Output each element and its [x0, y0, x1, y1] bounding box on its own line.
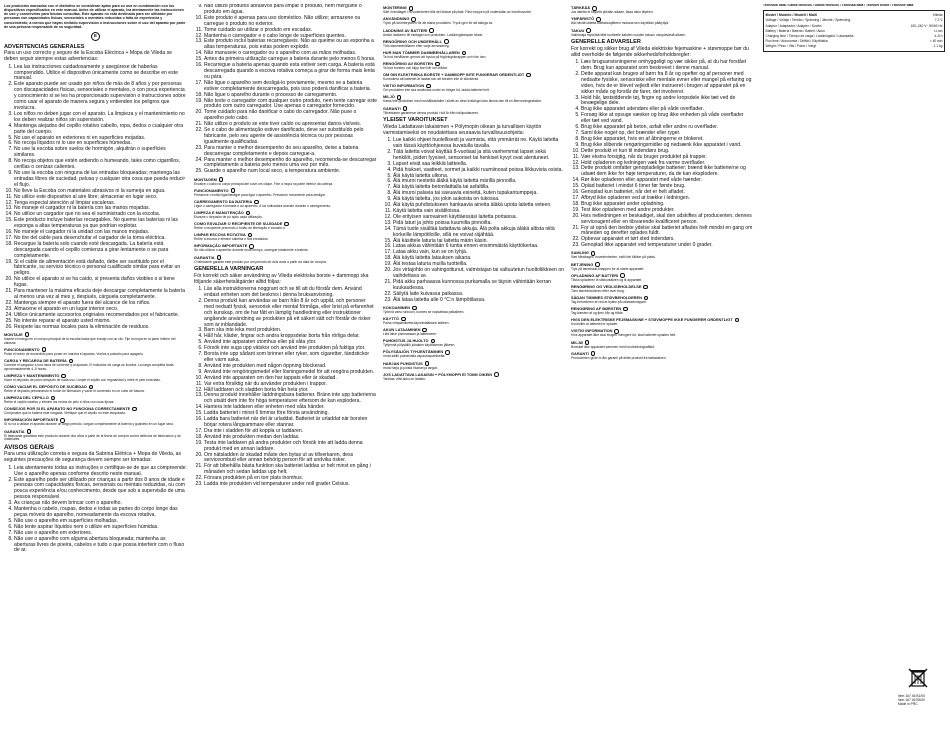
list-item: 12. Ole erityisen varovainen käyttäessäsi laitetta portaissa.	[393, 215, 565, 221]
spec-row	[766, 24, 943, 28]
column-spanish-portuguese	[4, 4, 187, 729]
list-item: 7. No use la escoba sobre suelos de hormigón, alquitrán o superficies similares.	[14, 147, 187, 159]
section-title: TÄRKEÄÄ	[571, 5, 591, 11]
language-badge-icon: E	[91, 32, 100, 41]
section-title: INFORMACIÓN IMPORTANTE	[4, 417, 59, 423]
list-item: 19. Test ikke opladeren med andre produkter.	[581, 208, 754, 214]
list-item: 14. Tämä tuote sisältää ladattavia akkuja. Älä polta akkuja äläkä altista niitä korkeille lämpötiloille, sillä ne voivat räjähtää.	[393, 227, 565, 239]
list-item: 10. Dette produkt er kun til indendørs brug.	[581, 149, 754, 155]
section-text: Anslut laddaren till eluttaget och produkten. Laddningslampan tänds.	[383, 32, 484, 37]
section-text: Töm dammbehållaren efter varje användning.	[383, 43, 450, 48]
list-item: 4. Mantenha o cabelo, roupas, dedos e todas as partes do corpo longe das peças móveis do aparelho, nomeadamente da escova rotativa.	[14, 507, 187, 519]
list-item: 1. Lue kaikki ohjeet huolellisesti ja varmista, että ymmärrät ne. Käytä laitetta vain tässä käyttöohjeessa kuvatulla tavalla.	[393, 138, 565, 150]
list-item: 20. Tome cuidado para não danificar o cabo do carregador. Não puxe o aparelho pelo cabo.	[204, 110, 377, 122]
list-item: 1. Leia atentamente todas as instruções e certifique-se de que as compreende. Use o aparelho apenas conforme descrito neste manual.	[14, 466, 187, 478]
spec-value: ≈ 40 min	[929, 39, 943, 44]
section-text: Tyhjennä pölysäiliö jokaisen käyttökerran jälkeen.	[383, 343, 456, 348]
model-label: Model / Modelo / Modell / Malli	[765, 13, 817, 18]
warnings-continued-pt	[194, 4, 377, 175]
spec-label: Battery / Batería / Bateria / Batteri / Akku	[765, 28, 825, 33]
item-code-line: Item 167 46 B3/00	[898, 698, 925, 702]
spec-value: 100–240 V~ 50/60 Hz	[910, 23, 943, 28]
section-text: Tryk på tænd/sluk-knappen for at starte apparatet.	[571, 266, 645, 271]
list-item: 8. Använd inte produkten med någon öppning blockerad.	[204, 364, 377, 370]
section-text: Se não utilizar o aparelho durante muito tempo, carregue totalmente a bateria.	[194, 248, 309, 253]
list-item: 19. Testa inte laddaren på andra produkter och försök inte att ladda denna produkt med en annan laddare.	[204, 441, 377, 453]
list-item: 9. Brug ikke slibende rengøringsmidler og nedsænk ikke apparatet i vand.	[581, 143, 754, 149]
list-item: 15. Antes da primeira utilização carregue a bateria durante pelo menos 6 horas.	[204, 57, 377, 63]
section-title: GARANTÍA	[4, 428, 25, 434]
list-item: 21. For at opnå den bedste ydelse skal batteriet aflades helt mindst en gang om måneden og derefter oplades fuldt.	[581, 226, 754, 238]
section-text: Ta bort borsten och klipp bort hår och trådar.	[383, 66, 448, 70]
list-item: 20. Hvis netledningen er beskadiget, skal den udskiftes af producenten, dennes serviceagent eller en tilsvarende kvalificeret person.	[581, 214, 754, 226]
intro-paragraph: Los productos marcados con el distintivo se consideran aptos para su uso en combinación con los dispositivos especificados en este manual. Antes de utilizar el aparato, lea atentamente las instrucciones de uso y consérvelas para futuras consultas. Este aparato no está destinado para ser utilizado por personas con capacidades físicas, sensoriales o mentales reducidas o falta de experiencia y conocimiento, a menos que hayan recibido supervisión o instrucciones sobre el uso del aparato por parte de una persona responsable de su seguridad.	[4, 4, 186, 29]
section-title: ANVÄNDNING	[383, 16, 410, 22]
list-item: 1. Lea las instrucciones cuidadosamente y asegúrese de haberlas comprendido. Utilice el dispositivo únicamente como se describe en este manual.	[14, 65, 187, 83]
list-item: 15. Ladda batteriet i minst 6 timmar före första användning.	[204, 411, 377, 417]
sections-es	[4, 332, 187, 442]
spec-label: Run time / Autonomía / Drifttid / Käyttöaika	[765, 39, 828, 44]
section-title: SAMLING	[571, 250, 589, 256]
list-item: 6. No recoja líquidos ni lo use en superficies húmedas.	[14, 141, 187, 147]
section-title: JOS LADATTAVA LAKAISIN + PÖLYMOPPI EI TOIMI OIKEIN	[383, 371, 493, 377]
sections-fi-end	[571, 6, 754, 37]
section-title: YMPÄRISTÖ	[571, 16, 595, 22]
item-code-line: Item 167 46 B1/00	[898, 694, 925, 698]
column-technical-data	[763, 4, 945, 729]
list-item: 17. Não ligue o aparelho sem desligá-lo previamente, mesmo se a bateria estiver completamente descarregada, pois isso poderá danificar a bateria.	[204, 81, 377, 93]
list-item: 20. No utilice el aparato si se ha caído, si presenta daños visibles o si tiene fugas.	[14, 277, 187, 289]
section-title: SÅDAN TØMMES STØVBEHOLDEREN	[571, 295, 642, 301]
section-text: Encaixe o cabo no corpo principal até ouvir um clique. Fixe a mopa na parte inferior da cabeça.	[194, 181, 334, 186]
warnings-title-pt: AVISOS GERAIS	[4, 444, 54, 452]
list-item: 18. Recargue la batería solo cuando esté descargada. La batería está descargada cuando el cepillo comienza a girar lentamente o se para completamente.	[14, 242, 187, 260]
section-title: LIMPIEZA DEL CEPILLO	[4, 395, 49, 401]
section-text: Sæt håndtaget i hovedenheden, indtil det klikker på plads.	[571, 255, 656, 260]
section-text: Irrota harja ja poista hiukset ja langat.	[383, 365, 438, 370]
warnings-title-da: GENERELLE ADVARSLER	[571, 39, 641, 46]
list-item: 18. Não ligue o aparelho durante o processo de carregamento.	[204, 93, 377, 99]
list-item: 22. Mantenga siempre el aparato fuera del alcance de los niños.	[14, 301, 187, 307]
list-item: 4. Brug ikke apparatet udendørs eller på våde overflader.	[581, 107, 754, 113]
spec-value: 4–5 h	[934, 33, 943, 38]
list-item: 10. Använd inte apparaten om den har tappats eller är skadad.	[204, 376, 377, 382]
list-item: 8. No recoja objetos que estén ardiendo o humeando, tales como cigarrillos, cerillas o cenizas calientes.	[14, 159, 187, 171]
spec-label: Adaptor / Adaptador / Adapter / Sovitin	[765, 23, 822, 28]
list-item: 23. Genoplad ikke apparatet ved temperaturer under 0 grader.	[581, 243, 754, 249]
list-item: 9. Använd inte rengöringsmedel eller lösningsmedel för att rengöra produkten.	[204, 370, 377, 376]
section-title: CONSEJOS POR SI EL APARATO NO FUNCIONA CORRECTAMENTE	[4, 406, 131, 412]
section-text: Kontrollera att batteriet är laddat och att borsten inte är blockerad.	[383, 77, 480, 82]
list-item: 16. Lataa akkua vähintään 6 tuntia ennen ensimmäistä käyttökertaa.	[393, 244, 565, 250]
section-title: MONTAJE	[4, 331, 23, 337]
section-title: KÄYTTÖ	[383, 315, 399, 321]
section-text: Ligue o carregador à tomada e ao aparelho. A luz indicadora acende durante o carregamento.	[194, 203, 332, 208]
list-item: 5. Använd inte apparaten utomhus eller på våta ytor.	[204, 340, 377, 346]
list-item: 12. Hold opladeren og ledningen væk fra varme overflader.	[581, 161, 754, 167]
list-item: 24. Para manter o melhor desempenho do aparelho, recomenda-se descarregar completamente a bateria pelo menos uma vez por mês.	[204, 158, 377, 170]
list-item: 22. Opbevar apparatet et tørt sted indendørs.	[581, 237, 754, 243]
list-item: 5. Não use o aparelho em superfícies molhadas.	[14, 519, 187, 525]
list-item: 12. Tenga especial atención al limpiar escaleras.	[14, 201, 187, 207]
recycling-bin-icon	[906, 666, 930, 690]
warnings-title-fi: YLEISET VAROITUKSET	[383, 117, 448, 124]
section-title: CÓMO VACIAR EL DEPÓSITO DE SUCIEDAD	[4, 384, 87, 390]
list-item: 16. Genoplad kun batteriet, når det er helt afladet.	[581, 190, 754, 196]
spec-label: Charging time / Tiempo de carga / Laddningstid / Latausaika	[765, 33, 854, 38]
section-title: VIKTIG INFORMATION	[383, 83, 425, 89]
section-text: Tilslut opladeren til stikkontakten og til apparatet.	[571, 277, 643, 282]
warnings-list-sv	[194, 287, 377, 488]
list-item: 7. Borsta inte upp sådant som brinner eller ryker, som cigaretter, tändstickor eller varm aska.	[204, 352, 377, 364]
section-title: GARANTIA	[194, 254, 215, 260]
list-item: 14. No utilice un cargador que no sea el suministrado con la escoba.	[14, 212, 187, 218]
section-text: Tryck på strömbrytaren för att starta produkten. Tryck igen för att stänga av.	[383, 21, 493, 26]
list-item: 18. Använd inte produkten medan den laddas.	[204, 435, 377, 441]
section-title: RENGÖRING AV BORSTEN	[383, 61, 434, 67]
section-text: Om produkten inte ska användas under en längre tid, ladda batteriet helt.	[383, 88, 490, 93]
section-title: TAKUU	[571, 27, 585, 33]
list-item: 11. No utilice este dispositivo al aire libre; almacenar en lugar seco.	[14, 195, 187, 201]
list-item: 20. Jos virtajohto on vahingoittunut, valmistajan tai valtuutetun huoltoliikkeen on vaihdettava se.	[393, 268, 565, 280]
section-title: OM DIN ELEKTRISKA BORSTE + DAMMOPP INTE FUNGERAR ORDENTLIGT	[383, 72, 525, 78]
list-item: 2. Dette apparat kan bruges af børn fra 8 år og opefter og af personer med nedsatte fysiske, sensoriske eller mentale evner eller mangel på erfaring og viden, hvis de er blevet vejledt eller instrueret i brugen af apparatet på en sikker måde og forstår de farer, det involverer.	[581, 72, 754, 96]
list-item: 26. Respete las normas locales para la eliminación de residuos.	[14, 325, 187, 331]
list-item: 4. Mantenga alejados del cepillo rotativo cabello, ropa, dedos o cualquier otra parte del cuerpo.	[14, 124, 187, 136]
technical-data-heading: Technical data / Datos técnicos / Dados técnicos / Tekniska data / Tekniset tiedot / Tekniske data	[763, 4, 914, 7]
list-item: 11. Tome cuidado ao utilizar o produto em escadas.	[204, 28, 377, 34]
list-item: 23. Älä lataa laitetta alle 0 °C:n lämpötilassa.	[393, 298, 565, 304]
section-text: Pressione o botão ligar/desligar para ligar o aparelho. Pressione novamente para desligar.	[194, 192, 326, 197]
list-item: 16. No maneje el cargador ni la unidad con las manos mojadas.	[14, 230, 187, 236]
item-codes	[898, 694, 940, 706]
language-circle-icon	[494, 372, 499, 377]
list-item: 18. Älä käytä laitetta latauksen aikana.	[393, 256, 565, 262]
sections-fi	[383, 306, 565, 382]
model-box	[763, 10, 945, 52]
list-item: 2. Denna produkt kan användas av barn från 8 år och uppåt, och personer med nedsatt fysisk, sensorisk eller mental förmåga, eller brist på erfarenhet och kunskap, om de har fått en lämplig handledning eller instruktioner angående användning av produkten på ett säkert sätt och förstår de risker som är inblandade.	[204, 299, 377, 329]
section-text: Kontrollér at batteriet er opladet.	[571, 322, 619, 327]
list-item: 12. Mantenha o carregador e o cabo longe de superfícies quentes.	[204, 34, 377, 40]
column-swedish-finnish	[383, 4, 565, 729]
section-text: Valmistaja myöntää tälle tuotteelle kahden vuoden takuun ostopäivästä alkaen.	[571, 32, 687, 37]
list-item: 9. Älä käytä laitetta, jos jokin aukoista on tukossa.	[393, 197, 565, 203]
section-text: Tag børsten af og fjern hår og tråde.	[571, 311, 624, 316]
spec-row	[766, 34, 943, 38]
language-circle-icon	[445, 350, 450, 355]
list-item: 3. Los niños no deben jugar con el aparato. La limpieza y el mantenimiento no los deben realizar niños sin supervisión.	[14, 112, 187, 124]
warnings-block-pt	[4, 452, 187, 554]
list-item: 25. No intente reparar el aparato usted mismo.	[14, 319, 187, 325]
section-text: Työnnä varsi runkoon, kunnes se napsahtaa paikalleen.	[383, 309, 465, 314]
section-text: Tøm støvbeholderen efter hver brug.	[571, 288, 625, 293]
list-item: 10. Este produto é apenas para uso doméstico. Não utilize; armazene ou carregue o produto no exterior.	[204, 16, 377, 28]
list-item: 9. No use la escoba con ninguna de las entradas bloqueadas; mantenga las entradas libres de suciedad, pelusa y cualquier otra cosa que pueda reducir el flujo.	[14, 171, 187, 189]
section-title: MILJÖ	[383, 94, 395, 100]
warnings-list-es	[4, 65, 187, 331]
model-row	[766, 13, 943, 17]
list-item: 8. Não use o aparelho com alguma abertura bloqueada; mantenha as aberturas livres de poeira, cabelos e tudo o que possa interferir com o fluxo de ar.	[14, 537, 187, 555]
section-title: CARGA Y RECARGA DE BATERÍA	[4, 357, 67, 363]
section-title: HARJAN PUHDISTUS	[383, 360, 423, 366]
warnings-block-fi	[383, 125, 565, 304]
list-item: 23. Ladda inte produkten vid temperaturer under noll grader Celsius.	[204, 482, 377, 488]
section-title: PÖLYSÄILIÖN TYHJENTÄMINEN	[383, 349, 444, 355]
section-text: Paina virtapainiketta käynnistääksesi laitteen.	[383, 320, 450, 325]
section-text: O fabricante garante este produto por um período de dois anos a partir da data de compra.	[194, 259, 327, 264]
list-item: 11. Vær ekstra forsigtig, når du bruger produktet på trapper.	[581, 155, 754, 161]
list-item: 16. Ladda bara batteriet när det är urladdat. Batteriet är urladdat när borsten börjar rotera långsammare eller stannar.	[204, 417, 377, 429]
section-title: RENGØRING OG VEDLIGEHOLDELSE	[571, 283, 642, 289]
section-text: Tag beholderen af ved at trykke på udløserknappen.	[571, 300, 648, 304]
section-text: Älä hävitä laitetta kotitalousjätteen mukana sen käyttöiän päätyttyä.	[571, 21, 670, 26]
section-text: Hvis apparatet ikke skal bruges i længere tid, skal batteriet oplades helt.	[571, 333, 677, 338]
list-item: 5. No use el aparato en exteriores ni en superficies mojadas.	[14, 136, 187, 142]
list-item: 20. Om nätsladden är skadad måste den bytas ut av tillverkaren, dess serviceombud eller annan behörig person för att undvika risker.	[204, 453, 377, 465]
list-item: 19. Não teste o carregador com qualquer outro produto, nem tente carregar este produto com outro carregador. Use apenas o carregador fornecido.	[204, 99, 377, 111]
section-title: LIMPEZA E MANUTENÇÃO	[194, 210, 244, 216]
list-item: 21. Não utilize o produto se este tiver caído ou apresentar danos visíveis.	[204, 122, 377, 128]
list-item: 15. Oplad batteriet i mindst 6 timer før første brug.	[581, 184, 754, 190]
spec-label: Voltage / Voltaje / Tensão / Spänning / Jännite / Spænding	[765, 18, 851, 23]
section-title: AKUN LATAAMINEN	[383, 327, 421, 333]
section-title: GARANTI	[571, 350, 589, 356]
section-text: Esvazie o depósito de pó após cada utilização.	[194, 215, 263, 219]
spec-table	[766, 18, 943, 48]
language-circle-icon	[132, 407, 137, 412]
list-item: 22. Förvara produkten på en torr plats inomhus.	[204, 476, 377, 482]
section-text: Liitä laturi pistorasiaan ja laitteeseen.	[383, 332, 438, 337]
section-title: LIMPAR ESCOVA ROTATIVA	[194, 232, 246, 238]
column-portuguese-swedish	[194, 4, 377, 729]
spec-label: Weight / Peso / Vikt / Paino / Vægt	[765, 44, 816, 49]
list-item: 11. Käytä laitetta vain sisätiloissa.	[393, 209, 565, 215]
section-title: BETJENING	[571, 261, 594, 267]
section-title: CARREGAMENTO DA BATERIA	[194, 198, 253, 204]
list-item: 17. No tire del cable para desenchufar el cargador de la toma eléctrica.	[14, 236, 187, 242]
warnings-list-pt	[4, 466, 187, 555]
section-title: LIMPIEZA Y MANTENIMIENTO	[4, 372, 60, 378]
section-text: Producenten giver to års garanti på dette produkt fra købsdatoen.	[571, 355, 667, 360]
section-text: Tarkista, että akku on ladattu.	[383, 376, 426, 381]
section-text: El fabricante garantiza este producto durante dos años a partir de la fecha de compra contra defectos de fabricación y de materiales.	[4, 433, 181, 442]
list-item: 19. Si el cable de alimentación está dañado, debe ser sustituido por el fabricante, su servicio técnico o personal cualificado similar para evitar un peligro.	[14, 260, 187, 278]
language-circle-icon	[643, 285, 648, 290]
warnings-block-sv	[194, 274, 377, 488]
list-item: 24. Utilice únicamente accesorios originales recomendados por el fabricante.	[14, 313, 187, 319]
section-title: FUNCIONAMENTO	[194, 187, 229, 193]
list-item: 8. Älä imuroi palavia tai savuavia esineitä, kuten tupakantumppeja.	[393, 191, 565, 197]
item-code-line: Made in PRC	[898, 702, 918, 706]
section-text: Kasta inte produkten med hushållsavfallet i slutet av dess livslängd utan lämna den till en återvinningsstation.	[383, 99, 543, 104]
spec-value: 7.2 V	[934, 18, 943, 23]
warnings-intro-da: For korrekt og sikker brug af Vileda elektriske fejemaskine + støvmoppe bør du altid overholde de følgende sikkerhedsforholdsregler:	[571, 45, 749, 58]
list-item: 13. Pidä laturi ja johto poissa kuumilta pinnoilta.	[393, 221, 565, 227]
warnings-intro-es: Para un uso correcto y seguro de la Escoba Eléctrica + Mopa de Vileda se deben seguir siempre estas advertencias:	[4, 50, 172, 63]
section-text: Ta bort behållaren genom att trycka på frigöringsknappen och töm den.	[383, 54, 487, 59]
list-item: 6. Não tente aspirar líquidos nem o utilize em superfícies húmidas.	[14, 525, 187, 531]
list-item: 13. Este produto inclui baterias recarregáveis. Não as queime ou as exponha a altas temperaturas, pois estas podem explodir.	[204, 39, 377, 51]
language-circle-icon	[526, 73, 531, 78]
list-item: 21. För att bibehålla bästa funktion ska batteriet laddas ur helt minst en gång i månaden och sedan laddas upp helt.	[204, 464, 377, 476]
list-item: 22. Se o cabo de alimentação estiver danificado, deve ser substituído pelo fabricante, pelo seu agente de assistência técnica ou por pessoas igualmente qualificadas.	[204, 128, 377, 146]
warnings-intro-sv: För korrekt och säker användning av Vileda elektriska borste + dammopp ska följande säkerhetsåtgärder alltid följas:	[194, 272, 369, 285]
list-item: 6. Älä imuroi nesteitä äläkä käytä laitetta märillä pinnoilla.	[393, 179, 565, 185]
section-text: Retire el depósito presionando el botón de liberación y vacíe el contenido en un cubo de basura.	[4, 388, 145, 393]
sections-da	[571, 251, 754, 360]
list-item: 13. Dette produkt omfatter genopladelige batterier; brænd ikke batterierne og udsæt dem ikke for høje temperaturer, da de kan eksplodere.	[581, 166, 754, 178]
list-item: 3. As crianças não devem brincar com o aparelho.	[14, 501, 187, 507]
sections-sv	[383, 6, 565, 115]
spec-row	[766, 44, 943, 48]
list-item: 4. Håll hår, kläder, fingrar och andra kroppsdelar borta från rörliga delar.	[204, 334, 377, 340]
section-title: FUNCIONAMIENTO	[4, 346, 40, 352]
section-title: INFORMAÇÃO IMPORTANTE	[194, 243, 248, 249]
list-item: 7. Não use o aparelho em exteriores.	[14, 531, 187, 537]
section-text: Retire el cepillo rotativo y elimine los restos de pelo e hilos con unas tijeras.	[4, 400, 115, 405]
section-title: VIGTIG INFORMATION	[571, 328, 613, 334]
list-item: 4. Pidä hiukset, vaatteet, sormet ja kaikki ruumiinosat poissa liikkuvista osista.	[393, 168, 565, 174]
list-item: 2. Este aparato puede ser usado por niños de más de 8 años y por personas con discapacidades físicas, sensoriales o mentales, o con poca experiencia y conocimiento si se les ha proporcionado supervisión o instrucciones sobre como usar el aparato de manera segura y entienden los peligros que involucra.	[14, 82, 187, 112]
list-item: 3. Hold hår, løstsiddende tøj, fingre og andre kropsdele ikke tæt ved de bevægelige dele.	[581, 96, 754, 108]
list-item: 21. Para mantener la máxima eficacia deje descargar completamente la batería al menos una vez al mes y, después, cárguela completamente.	[14, 289, 187, 301]
list-item: 13. Denna produkt innehåller laddningsbara batterier. Bränn inte upp batterierna och utsätt dem inte för höga temperaturer eftersom de kan explodera.	[204, 393, 377, 405]
spec-row	[766, 39, 943, 43]
list-item: 13. No maneje el cargador ni la batería con las manos mojadas.	[14, 206, 187, 212]
section-title: HUR MAN TÖMMER DAMMBEHÅLLAREN	[383, 49, 460, 55]
section-text: Bortskaf ikke apparatet sammen med husholdningsaffald.	[571, 344, 655, 349]
spec-row	[766, 18, 943, 22]
spec-value: Li-ion	[934, 28, 943, 33]
section-text: Tillverkaren garanterar denna produkt i två år från inköpsdatumet.	[383, 110, 479, 115]
list-item: 7. Saml ikke noget op, der brænder eller ryger.	[581, 131, 754, 137]
section-title: PUHDISTUS JA HUOLTO	[383, 338, 429, 344]
list-item: 15. Este producto incluye baterías recargables. No queme las baterías ni las exponga a altas temperaturas ya que podrían explotar.	[14, 218, 187, 230]
section-title: COMO ESVAZIAR O RECIPIENTE DE SUJIDADE	[194, 221, 283, 227]
section-text: Sätt i handtaget i huvudenheten tills det klickar på plats. Fäst moppen på undersidan av borsthuvudet.	[383, 10, 532, 15]
list-item: 3. Barn ska inte leka med produkten.	[204, 328, 377, 334]
section-title: HVIS DEN ELEKTRISKE FEJEMASKINE + STØVMOPPE IKKE FUNGERER ORDENTLIGT	[571, 317, 733, 323]
section-text: Compruebe que la batería esté cargada. Verifique que el cepillo no esté bloqueado.	[4, 411, 127, 416]
list-item: 11. Var extra försiktig när du använder produkten i trappor.	[204, 382, 377, 388]
section-title: OPLADNING AF BATTERI	[571, 272, 619, 278]
language-circle-icon	[735, 318, 740, 323]
section-title: MONTERING	[383, 5, 407, 11]
list-item: 6. Försök inte suga upp vätskor och använd inte produkten på fuktiga ytor.	[204, 346, 377, 352]
warnings-list-da	[571, 60, 754, 249]
list-item: 17. Afbryd ikke opladeren ved at trække i ledningen.	[581, 196, 754, 202]
section-text: Si no va a utilizar el aparato durante un largo periodo, cargue completamente la batería y guárdelo en un lugar seco.	[4, 422, 175, 427]
warnings-intro-fi: Vileda Ladattavan lakaisimen + Pölymopin oikean ja turvallisen käytön varmistamiseksi on noudatettava seuraavia turvallisuusohjeita:	[383, 123, 542, 136]
section-text: Retire a escova e elimine cabelos e fios enrolados.	[194, 237, 269, 242]
section-title: RENGÖRING OCH UNDERHÅLL	[383, 38, 443, 44]
warnings-list-pt-continued	[194, 4, 377, 175]
list-item: 10. Älä käytä puhdistukseen hankaavia aineita äläkä upota laitetta veteen.	[393, 203, 565, 209]
list-item: 21. Pidä akku parhaassa kunnossa purkamalla se täysin vähintään kerran kuukaudessa.	[393, 280, 565, 292]
list-item: 23. Almacene el aparato en un lugar interior seco.	[14, 307, 187, 313]
list-item: 3. Lapset eivät saa leikkiä laitteella.	[393, 162, 565, 168]
list-item: 12. Håll laddaren och sladden borta från heta ytor.	[204, 388, 377, 394]
section-text: Jos laitetta ei käytetä pitkään aikaan, lataa akku täyteen.	[571, 10, 654, 15]
list-item: 14. Não manuseie o carregador ou o aparelho com as mãos molhadas.	[204, 51, 377, 57]
column-finnish-danish	[571, 4, 754, 729]
list-item: 8. Brug ikke apparatet, hvis en af åbningerne er blokeret.	[581, 137, 754, 143]
list-item: 9. Não utilize produtos abrasivos para limpar o produto, nem mergulhe o produto em água.	[204, 4, 377, 16]
list-item: 16. Recarregue a bateria apenas quando esta estiver sem carga. A bateria está descarregada quando a escova rotativa começa a girar de forma mais lenta ou pára.	[204, 63, 377, 81]
list-item: 10. No lleve la Escoba con materiales abrasivos ni la sumerja en agua.	[14, 189, 187, 195]
spec-row	[766, 29, 943, 33]
section-text: Pulse el botón de encendido para poner en marcha el aparato. Vuelva a pulsarlo para apagarlo.	[4, 351, 144, 356]
list-item: 6. Brug ikke apparatet på beton, asfalt eller andre ru overflader.	[581, 125, 754, 131]
section-title: GARANTI	[383, 105, 401, 111]
warnings-intro-pt: Para uma utilização correta e segura da Sabrina Elétrica + Mopa de Vileda, as seguintes precauções de segurança devem sempre ser tomadas:	[4, 451, 182, 464]
list-item: 17. Dra inte i sladden för att koppla ur laddaren.	[204, 429, 377, 435]
list-item: 5. Forsøg ikke at opsuge væsker og brug ikke enheden på våde overflader eller tæt ved vand.	[581, 113, 754, 125]
warnings-list-fi	[383, 138, 565, 303]
list-item: 14. Rør ikke opladeren eller apparatet med våde hænder.	[581, 178, 754, 184]
list-item: 2. Este aparelho pode ser utilizado por crianças a partir dos 8 anos de idade e pessoas com capacidades físicas, sensoriais ou mentais reduzidas, ou com pouca experiência e/ou conhecimento, desde que sob a supervisão de uma pessoa responsável.	[14, 478, 187, 502]
section-text: Irrota säiliö painamalla vapautuspainiketta.	[383, 354, 446, 359]
section-title: MILJØ	[571, 339, 583, 345]
section-title: MONTAGEM	[194, 176, 217, 182]
list-item: 14. Hantera inte laddaren eller enheten med våta händer.	[204, 405, 377, 411]
list-item: 1. Læs brugsanvisningerne omhyggeligt og vær sikker på, at du har forstået dem. Brug kun apparatet som beskrevet i denne manual.	[581, 60, 754, 72]
warnings-title-es: ADVERTENCIAS GENERALES	[4, 43, 85, 50]
list-item: 5. Älä käytä laitetta ulkona.	[393, 174, 565, 180]
warnings-block-es	[4, 51, 187, 330]
section-title: LADDNING AV BATTERI	[383, 27, 428, 33]
section-text: Conecte el cargador a una toma de corriente y al aparato. El indicador de carga se ilumina. La carga completa tarda aproximadamente 4–5 horas.	[4, 362, 174, 371]
sections-pt	[194, 177, 377, 264]
section-text: Vacíe el depósito de polvo después de cada uso. Limpie el cepillo con regularidad y retire el pelo enredado.	[4, 377, 162, 382]
list-item: 23. Para manter o melhor desempenho do seu aparelho, deixe a bateria descarregar completamente e depois carregue-a.	[204, 146, 377, 158]
warnings-block-da	[571, 47, 754, 249]
warnings-title-sv: GENERELLA VARNINGAR	[194, 266, 264, 273]
section-text: Retire o recipiente premindo o botão de libertação e esvazie-o.	[194, 226, 286, 231]
list-item: 19. Älä testaa laturia muilla tuotteilla.	[393, 262, 565, 268]
section-text: Inserte el mango en el cuerpo principal de la escoba hasta que encaje con un clic. Fije la mopa en la parte inferior del cabezal.	[4, 336, 176, 345]
list-item: 15. Älä käsittele laturia tai laitetta märin käsin.	[393, 239, 565, 245]
list-item: 1. Läs alla instruktionerna noggrant och se till att du förstår dem. Använd endast enheten som det beskrivs i denna bruksanvisning.	[204, 287, 377, 299]
model-value: Vileda	[932, 13, 943, 18]
list-item: 25. Guarde o aparelho num local seco, a temperatura ambiente.	[204, 169, 377, 175]
list-item: 22. Säilytä laite kuivassa paikassa.	[393, 292, 565, 298]
section-title: KOKOAMINEN	[383, 304, 411, 310]
list-item: 18. Brug ikke apparatet under opladning.	[581, 202, 754, 208]
section-title: RENGØRING AF BØRSTEN	[571, 306, 622, 312]
list-item: 2. Tätä laitetta voivat käyttää 8-vuotiaat ja sitä vanhemmat lapset sekä henkilöt, joiden fyysiset, sensoriset tai henkiset kyvyt ovat alentuneet.	[393, 150, 565, 162]
list-item: 7. Älä käytä laitetta betonilattialla tai asfaltilla.	[393, 185, 565, 191]
spec-value: 1.1 kg	[933, 44, 943, 49]
list-item: 17. Lataa akku vain, kun se on tyhjä.	[393, 250, 565, 256]
